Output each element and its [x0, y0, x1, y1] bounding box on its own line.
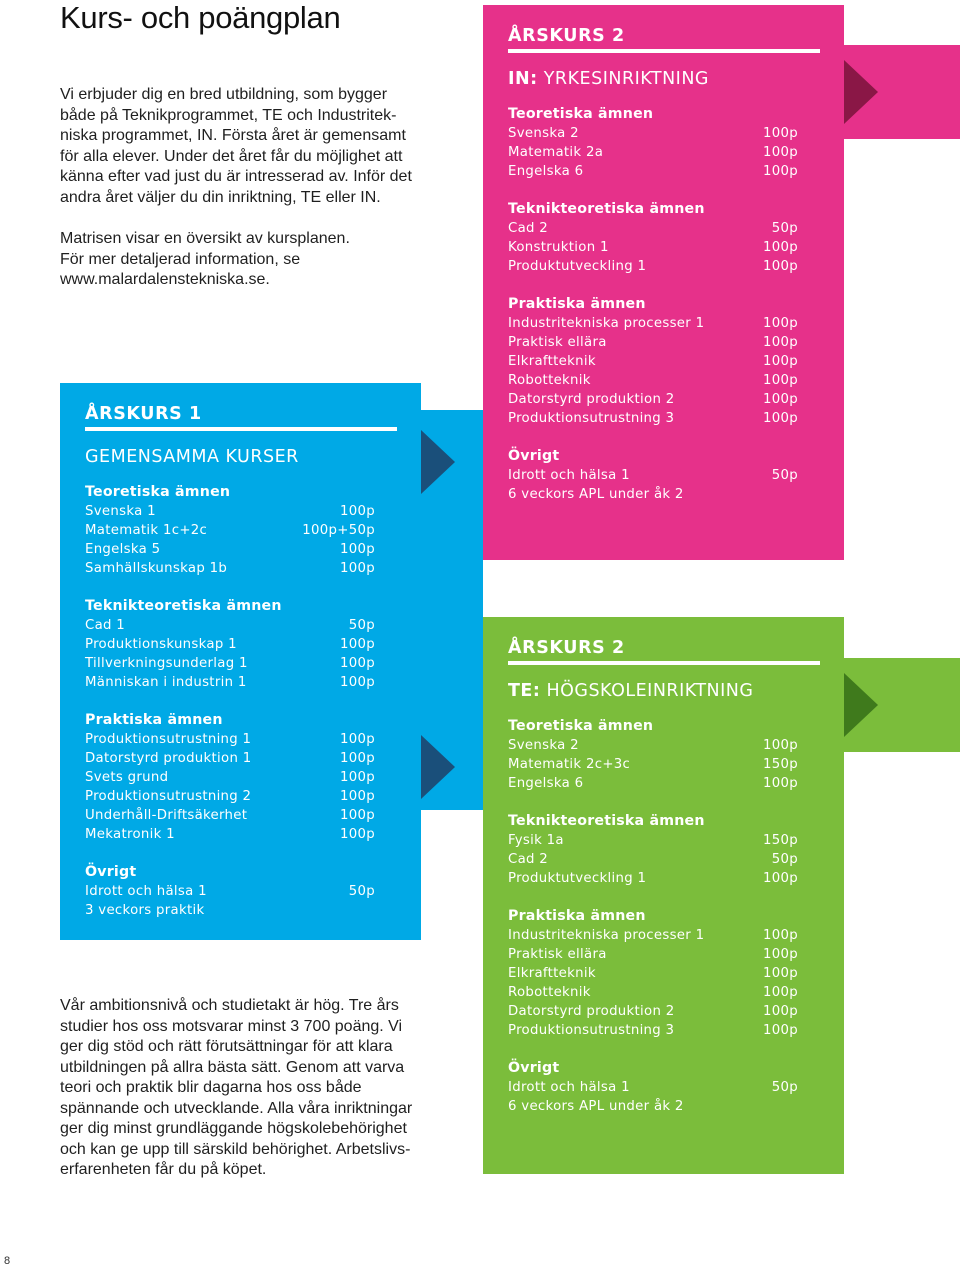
course-name: Engelska 5 — [85, 542, 161, 557]
course-name: Svenska 1 — [85, 504, 156, 519]
year2-te-section-practical — [508, 907, 798, 1040]
outro-line: erfarenheten får du på köpet. — [60, 1161, 267, 1178]
intro-line: För mer detaljerad information, se — [60, 250, 301, 268]
course-points: 100p — [339, 751, 375, 766]
course-row — [508, 926, 798, 945]
year2-te-panel — [483, 617, 844, 1174]
course-row — [508, 466, 798, 485]
course-points: 100p — [762, 966, 798, 981]
course-row — [508, 831, 798, 850]
section-heading: Teoretiska ämnen — [85, 484, 231, 500]
course-points: 100p — [339, 504, 375, 519]
course-name: Industritekniska processer 1 — [508, 316, 705, 331]
course-points: 100p — [762, 985, 798, 1000]
track-name: HÖGSKOLEINRIKTNING — [540, 681, 754, 701]
year1-section-tech — [85, 597, 375, 692]
course-row — [85, 806, 375, 825]
course-name: Engelska 6 — [508, 164, 584, 179]
arrow-right-icon — [421, 735, 455, 799]
course-row — [85, 673, 375, 692]
website-link[interactable]: www.malardalenstekniska.se. — [60, 271, 270, 288]
section-heading: Teknikteoretiska ämnen — [508, 201, 705, 217]
year2-te-section-tech — [508, 812, 798, 888]
year1-section-other — [85, 863, 375, 920]
course-points: 100p — [339, 827, 375, 842]
course-row — [85, 654, 375, 673]
course-name: Svenska 2 — [508, 126, 579, 141]
year2-in-section-practical — [508, 295, 798, 428]
course-points: 100p — [762, 164, 798, 179]
course-name: Matematik 2a — [508, 145, 604, 160]
course-row — [508, 143, 798, 162]
course-row — [508, 238, 798, 257]
course-row — [508, 755, 798, 774]
intro-paragraph-2 — [60, 229, 440, 291]
year1-section-practical — [85, 711, 375, 844]
year2-in-section-theory — [508, 105, 798, 181]
course-points: 100p — [339, 656, 375, 671]
course-row — [508, 850, 798, 869]
course-row — [85, 616, 375, 635]
course-name: Cad 2 — [508, 852, 549, 867]
course-name: Underhåll-Driftsäkerhet — [85, 808, 248, 823]
outro-line: ger dig minst grundläggande högskolebehörighet — [60, 1120, 407, 1137]
course-row — [85, 540, 375, 559]
course-points: 100p+50p — [302, 523, 375, 538]
course-name: Fysik 1a — [508, 833, 564, 848]
section-heading: Övrigt — [508, 448, 560, 464]
intro-line: känna efter vad just du är intresserad av. Inför det — [60, 168, 412, 185]
course-row — [508, 964, 798, 983]
course-points: 100p — [762, 947, 798, 962]
course-name: Samhällskunskap 1b — [85, 561, 228, 576]
course-name: Produktionskunskap 1 — [85, 637, 237, 652]
year1-subtitle: GEMENSAMMA KURSER — [85, 447, 299, 467]
course-points: 100p — [339, 561, 375, 576]
course-points: 50p — [348, 618, 375, 633]
course-name: Cad 2 — [508, 221, 549, 236]
page-title: Kurs- och poängplan — [60, 0, 341, 35]
course-points: 100p — [339, 675, 375, 690]
course-name: 6 veckors APL under åk 2 — [508, 1099, 684, 1114]
course-name: Cad 1 — [85, 618, 126, 633]
course-points: 100p — [339, 637, 375, 652]
arrow-right-icon — [421, 430, 455, 494]
year2-in-heading: ÅRSKURS 2 — [508, 26, 625, 46]
course-points: 100p — [762, 392, 798, 407]
course-row — [508, 314, 798, 333]
course-name: Robotteknik — [508, 985, 591, 1000]
course-points: 100p — [339, 542, 375, 557]
course-points: 150p — [762, 833, 798, 848]
course-row — [508, 736, 798, 755]
outro-line: spännande och utvecklande. Alla våra inriktningar — [60, 1099, 413, 1117]
course-row — [85, 521, 375, 540]
course-name: Datorstyrd produktion 2 — [508, 392, 675, 407]
course-row — [508, 945, 798, 964]
year1-heading: ÅRSKURS 1 — [85, 404, 202, 424]
year2-in-rule — [508, 49, 820, 53]
course-row — [508, 983, 798, 1002]
course-points: 100p — [762, 335, 798, 350]
page-number: 8 — [4, 1255, 11, 1267]
intro-line: andra året väljer du din inriktning, TE eller IN. — [60, 188, 381, 206]
course-points: 100p — [762, 145, 798, 160]
course-row — [508, 1078, 798, 1097]
year2-in-section-other — [508, 447, 798, 504]
year2-te-heading: ÅRSKURS 2 — [508, 638, 625, 658]
course-name: Tillverkningsunderlag 1 — [85, 656, 248, 671]
course-points: 100p — [762, 354, 798, 369]
course-points: 100p — [762, 373, 798, 388]
course-row — [508, 485, 798, 504]
course-name: Industritekniska processer 1 — [508, 928, 705, 943]
section-heading: Praktiska ämnen — [508, 296, 646, 312]
outro-line: utbildningen på allra bästa sätt. Genom att varva — [60, 1058, 405, 1076]
course-points: 100p — [339, 770, 375, 785]
section-heading: Teknikteoretiska ämnen — [85, 598, 282, 614]
intro-line: Matrisen visar en översikt av kursplanen. — [60, 230, 350, 247]
outro-line: Vår ambitionsnivå och studietakt är hög. Tre års — [60, 997, 399, 1014]
course-name: Produktionsutrustning 1 — [85, 732, 252, 747]
course-row — [508, 257, 798, 276]
course-points: 100p — [339, 808, 375, 823]
intro-line: både på Teknikprogrammet, TE och Industritek- — [60, 106, 397, 124]
outro-line: teori och praktik blir dagarna hos oss både — [60, 1079, 362, 1096]
course-name: Engelska 6 — [508, 776, 584, 791]
section-heading: Teoretiska ämnen — [508, 718, 654, 734]
section-heading: Praktiska ämnen — [508, 908, 646, 924]
course-points: 50p — [771, 468, 798, 483]
arrow-right-icon — [844, 60, 878, 124]
course-name: 3 veckors praktik — [85, 903, 205, 918]
course-name: Matematik 2c+3c — [508, 757, 631, 772]
course-points: 100p — [339, 789, 375, 804]
year1-section-theory — [85, 483, 375, 578]
intro-line: niska programmet, IN. Första året är gemensamt — [60, 127, 406, 144]
course-points: 100p — [762, 738, 798, 753]
course-row — [85, 559, 375, 578]
course-name: Produktionsutrustning 3 — [508, 411, 675, 426]
track-name: YRKESINRIKTNING — [537, 69, 709, 89]
course-name: Svets grund — [85, 770, 169, 785]
course-row — [85, 635, 375, 654]
course-name: Produktutveckling 1 — [508, 259, 647, 274]
section-heading: Övrigt — [508, 1060, 560, 1076]
course-row — [85, 901, 375, 920]
course-row — [508, 124, 798, 143]
course-row — [85, 502, 375, 521]
course-name: Produktutveckling 1 — [508, 871, 647, 886]
course-row — [508, 1021, 798, 1040]
course-name: Idrott och hälsa 1 — [508, 468, 630, 483]
course-name: Praktisk ellära — [508, 947, 607, 962]
course-row — [85, 768, 375, 787]
outro-line: och kan ge upp till särskild behörighet. Arbetslivs- — [60, 1140, 411, 1158]
intro-line: för alla elever. Under det året får du möjlighet att — [60, 147, 403, 165]
year2-te-section-other — [508, 1059, 798, 1116]
course-name: Konstruktion 1 — [508, 240, 609, 255]
arrow-right-icon — [844, 673, 878, 737]
year2-te-subtitle — [508, 681, 753, 701]
course-row — [508, 219, 798, 238]
course-points: 100p — [762, 928, 798, 943]
course-row — [85, 730, 375, 749]
intro-line: Vi erbjuder dig en bred utbildning, som bygger — [60, 86, 388, 103]
intro-paragraph-1 — [60, 85, 440, 208]
course-name: Svenska 2 — [508, 738, 579, 753]
course-name: Mekatronik 1 — [85, 827, 175, 842]
course-row — [508, 774, 798, 793]
course-points: 100p — [762, 259, 798, 274]
course-name: Elkraftteknik — [508, 354, 596, 369]
outro-line: studier hos oss motsvarar minst 3 700 poäng. Vi — [60, 1017, 403, 1035]
course-points: 100p — [762, 776, 798, 791]
course-points: 100p — [762, 316, 798, 331]
course-name: Matematik 1c+2c — [85, 523, 208, 538]
course-row — [508, 1002, 798, 1021]
course-name: Robotteknik — [508, 373, 591, 388]
intro-text — [60, 85, 440, 291]
year1-panel — [60, 383, 421, 940]
course-points: 100p — [762, 1004, 798, 1019]
course-row — [508, 333, 798, 352]
year1-rule — [85, 427, 397, 431]
course-points: 150p — [762, 757, 798, 772]
course-row — [508, 162, 798, 181]
section-heading: Övrigt — [85, 864, 137, 880]
year2-in-panel — [483, 5, 844, 560]
course-name: Praktisk ellära — [508, 335, 607, 350]
course-points: 50p — [771, 221, 798, 236]
course-name: Produktionsutrustning 2 — [85, 789, 252, 804]
course-row — [508, 371, 798, 390]
section-heading: Teoretiska ämnen — [508, 106, 654, 122]
course-row — [508, 1097, 798, 1116]
year2-in-subtitle — [508, 69, 709, 89]
section-heading: Praktiska ämnen — [85, 712, 223, 728]
course-row — [508, 390, 798, 409]
track-code: IN: — [508, 69, 538, 89]
course-row — [508, 869, 798, 888]
course-row — [85, 825, 375, 844]
course-points: 50p — [771, 852, 798, 867]
year2-te-section-theory — [508, 717, 798, 793]
course-name: Idrott och hälsa 1 — [508, 1080, 630, 1095]
course-points: 100p — [339, 732, 375, 747]
section-heading: Teknikteoretiska ämnen — [508, 813, 705, 829]
course-row — [508, 352, 798, 371]
course-points: 50p — [771, 1080, 798, 1095]
course-name: Idrott och hälsa 1 — [85, 884, 207, 899]
outro-text — [60, 996, 440, 1181]
course-points: 100p — [762, 240, 798, 255]
track-code: TE: — [508, 681, 541, 701]
course-row — [85, 787, 375, 806]
course-name: Produktionsutrustning 3 — [508, 1023, 675, 1038]
course-points: 100p — [762, 1023, 798, 1038]
course-points: 100p — [762, 871, 798, 886]
course-row — [508, 409, 798, 428]
year2-in-section-tech — [508, 200, 798, 276]
course-name: Datorstyrd produktion 1 — [85, 751, 252, 766]
course-row — [85, 749, 375, 768]
course-row — [85, 882, 375, 901]
course-name: Elkraftteknik — [508, 966, 596, 981]
course-points: 50p — [348, 884, 375, 899]
course-points: 100p — [762, 126, 798, 141]
outro-line: ger dig stöd och rätt förutsättningar för att klara — [60, 1038, 393, 1055]
course-name: Människan i industrin 1 — [85, 675, 247, 690]
course-points: 100p — [762, 411, 798, 426]
course-name: 6 veckors APL under åk 2 — [508, 487, 684, 502]
course-name: Datorstyrd produktion 2 — [508, 1004, 675, 1019]
year2-te-rule — [508, 661, 820, 665]
